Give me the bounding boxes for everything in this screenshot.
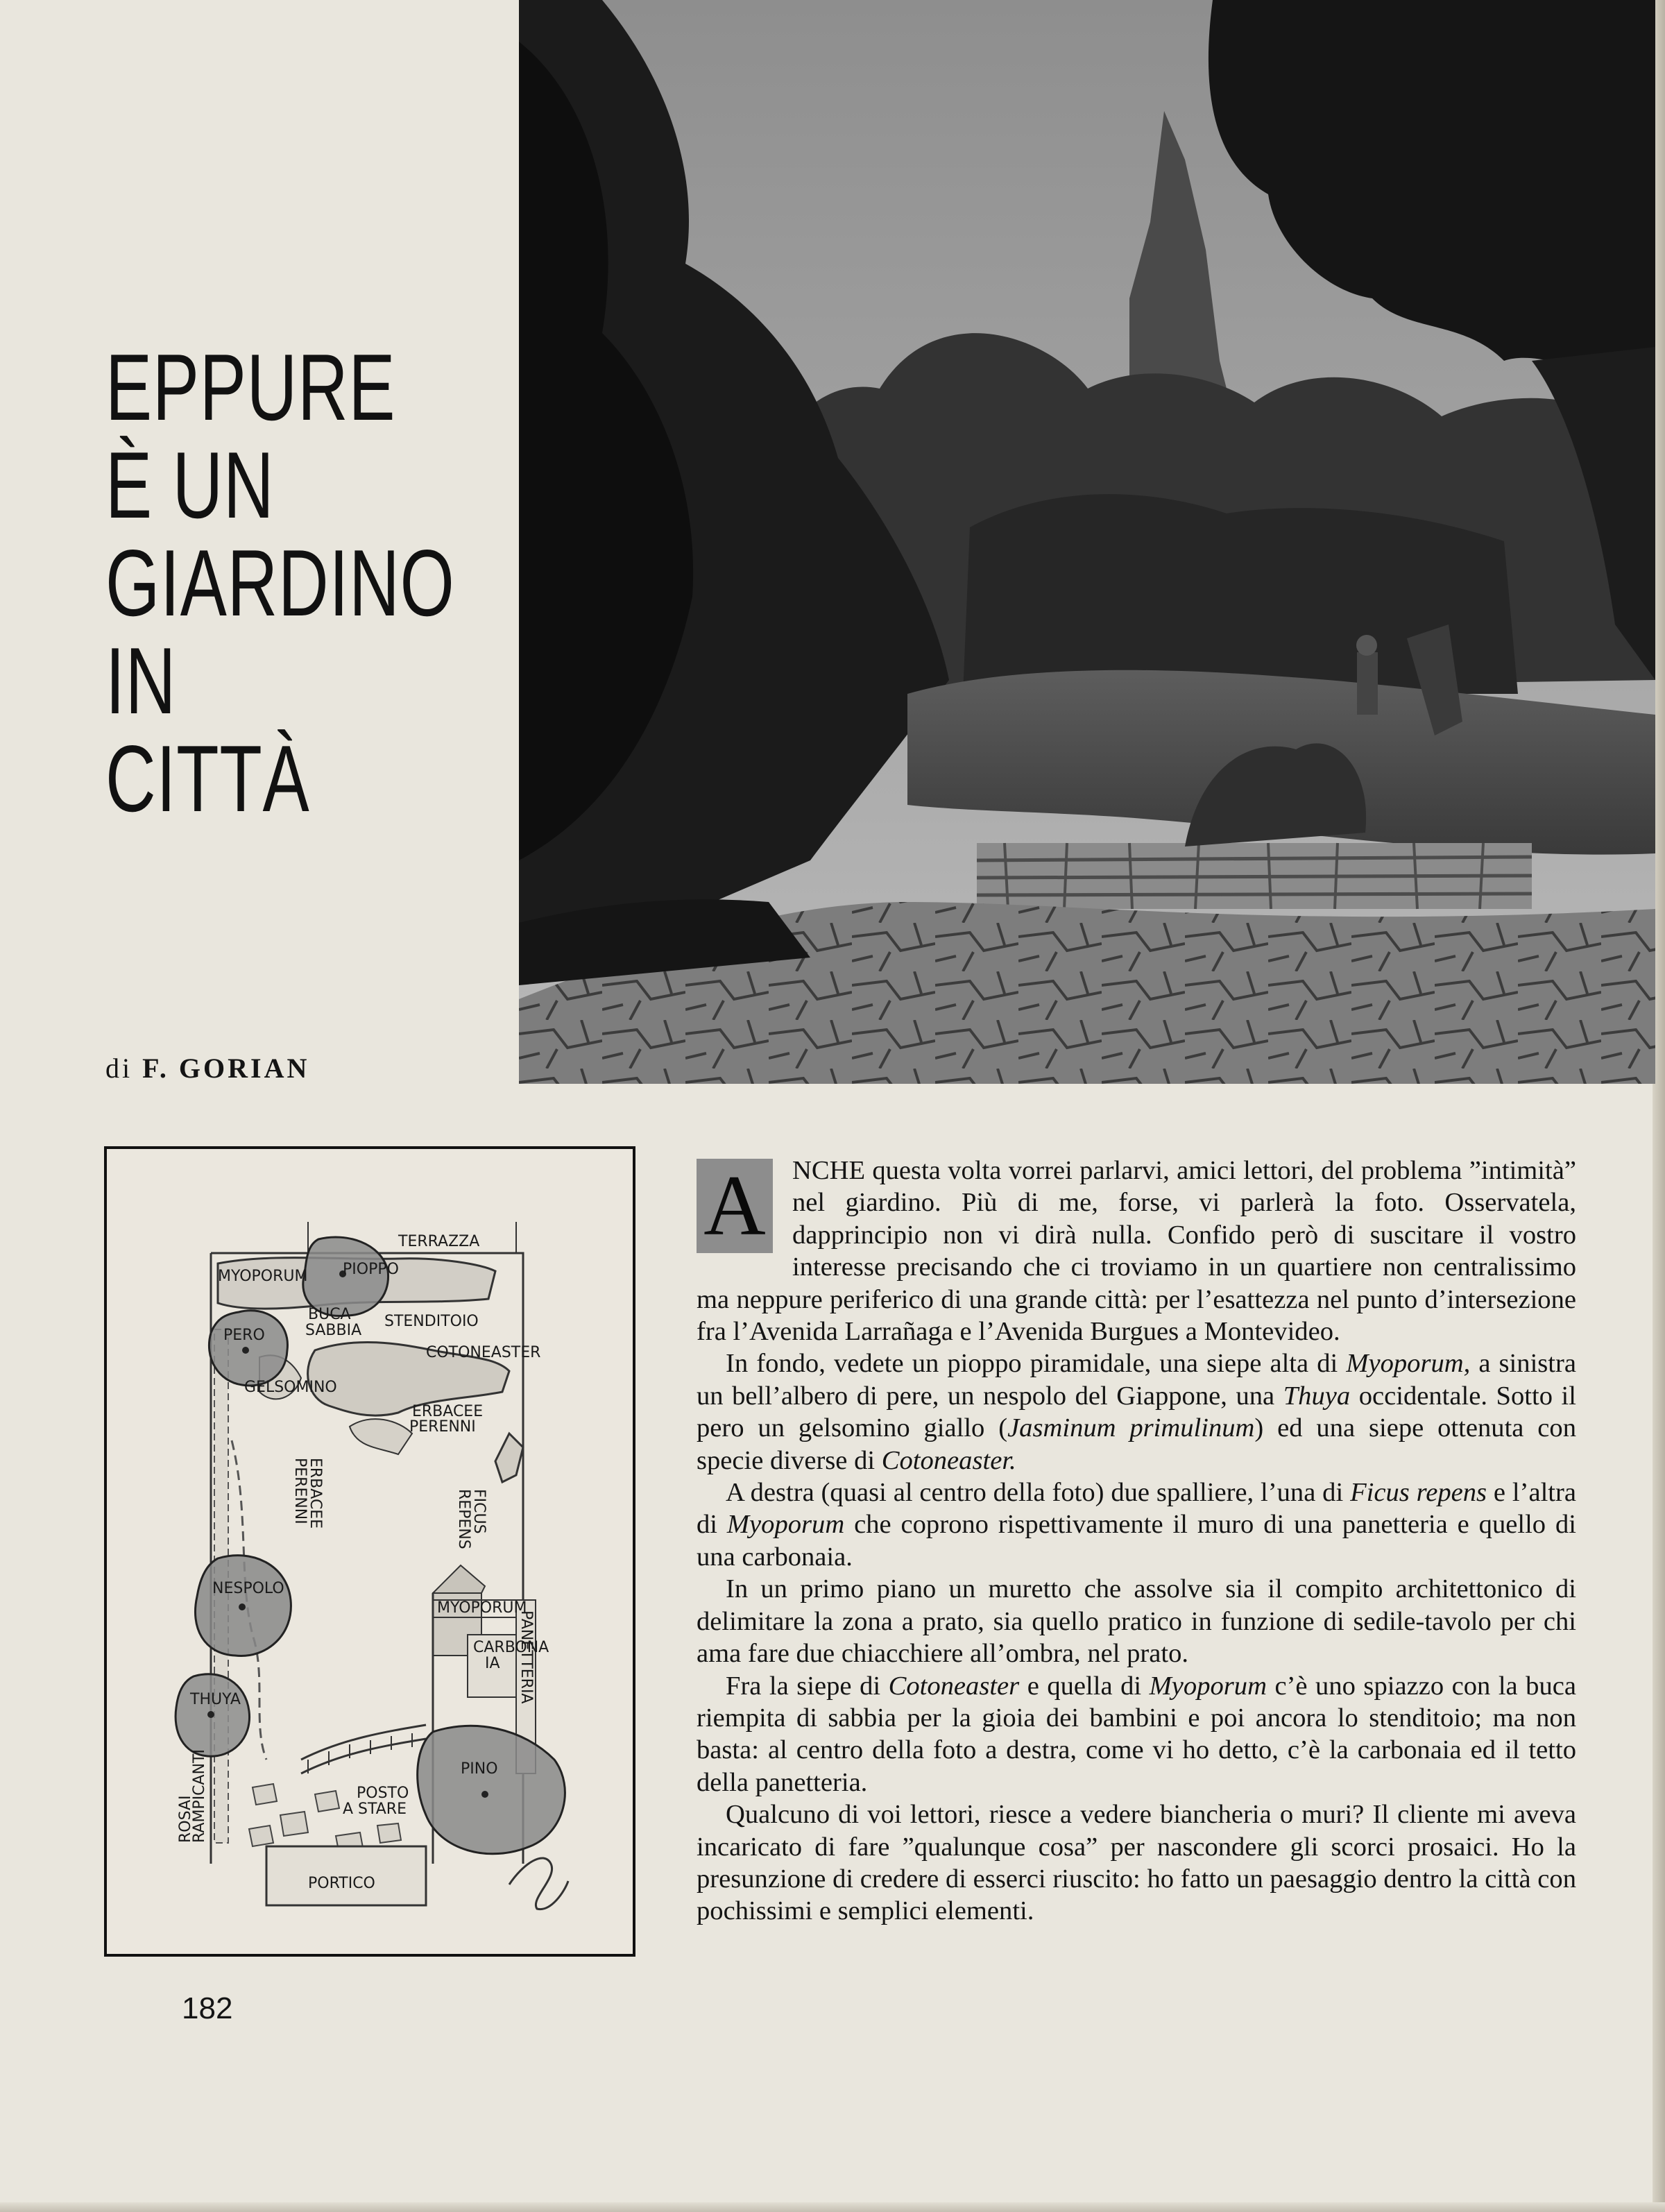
plan-label: BUCA [308, 1306, 351, 1323]
plan-label: ERBACEE [307, 1458, 324, 1529]
italic-term: Cotoneaster [888, 1671, 1020, 1701]
plan-label: A STARE [343, 1801, 407, 1818]
page-bottom-edge [0, 2202, 1665, 2212]
article-paragraph [697, 1573, 1576, 1669]
italic-term: Cotoneaster. [881, 1445, 1016, 1475]
plan-label: PORTICO [308, 1875, 375, 1892]
text-run: In un primo piano un muretto che assolve sia il compito architettonico di delimitare la zona a prato, sia quello pratico in funzione di sedile-tavolo per chi ama fare due chiacchiere all’ombra, nel prato. [697, 1574, 1576, 1669]
text-run: c’è uno spiazzo con la buca riempita di sabbia per la gioia dei bambini e poi ancora lo stenditoio; ma non basta: al centro della foto a destra, come vi ho detto, c’è la carbonaia ed il tetto della panetteria. [697, 1671, 1577, 1797]
article-paragraph [697, 1798, 1576, 1928]
byline [105, 1052, 309, 1084]
byline-prefix: di [105, 1053, 133, 1084]
plan-label: PERO [223, 1327, 265, 1344]
title-line: EPPURE [105, 334, 396, 440]
text-run: NCHE questa volta vorrei parlarvi, amici lettori, del problema ”intimità” nel giardino. Più di me, forse, vi parlerà la foto. Osservatela, dapprincipio non vi dirà nulla. Confido però di suscitare il vostro interesse precisando che ci troviamo in un quartiere non centralissimo ma neppure periferico di una grande città: per l’esattezza nel punto d’intersezione fra l’Avenida Larrañaga e l’Avenida Burgues a Montevideo. [697, 1156, 1576, 1347]
text-run: che coprono rispettivamente il muro di una panetteria e quello di una carbonaia. [697, 1510, 1576, 1572]
plan-label: PINO [461, 1760, 498, 1778]
title-line: GIARDINO [105, 530, 455, 636]
article-title [105, 334, 455, 831]
plan-label: FICUS [470, 1489, 488, 1534]
plan-label: PIOPPO [343, 1261, 399, 1278]
plan-label: COTONEASTER [426, 1344, 541, 1361]
plan-label: STENDITOIO [384, 1313, 479, 1330]
italic-term: Jasminum primulinum [1007, 1413, 1255, 1443]
text-run: a sinistra un bell’albero di pere, un nespolo del Giappone, una [697, 1349, 1576, 1411]
plan-label: TERRAZZA [398, 1233, 480, 1250]
plan-label: MYOPORUM [437, 1599, 527, 1617]
title-line: IN [105, 628, 177, 733]
text-run: e quella di [1019, 1671, 1150, 1701]
byline-author: F. GORIAN [142, 1053, 310, 1084]
garden-photo [519, 0, 1655, 1084]
plan-label: GELSOMINO [244, 1379, 337, 1396]
plan-label: POSTO [357, 1785, 409, 1802]
title-line: È UN [105, 432, 275, 538]
plan-label: ERBACEE [412, 1403, 484, 1420]
plan-label: PANETTERIA [518, 1610, 535, 1704]
text-run: Fra la siepe di [726, 1671, 889, 1701]
text-run: occidentale. Sotto il pero un gelsomino giallo ( [697, 1381, 1576, 1443]
italic-term: Myoporum, [1346, 1349, 1471, 1379]
article-paragraph [697, 1670, 1576, 1799]
text-run: e l’altra di [697, 1478, 1576, 1540]
plan-label: NESPOLO [212, 1580, 284, 1597]
article-body [697, 1155, 1576, 1928]
text-run: In fondo, vedete un pioppo piramidale, una siepe alta di [726, 1349, 1347, 1379]
text-run: Qualcuno di voi lettori, riesce a vedere biancheria o muri? Il cliente mi aveva incaricato di fare ”qualunque cosa” per nascondere gli scorci prosaici. Ho la presunzione di credere di esserci riuscito: ho fatto un paesaggio dentro la città con pochissimi e semplici elementi. [697, 1800, 1576, 1926]
plan-label: MYOPORUM [218, 1268, 308, 1285]
title-line: CITTÀ [105, 726, 310, 831]
plan-label: REPENS [455, 1489, 472, 1549]
plan-label: SABBIA [305, 1322, 362, 1339]
drop-cap: A [697, 1159, 773, 1253]
text-run: A destra (quasi al centro della foto) due spalliere, l’una di [726, 1478, 1351, 1508]
plan-label: PERENNI [409, 1418, 476, 1436]
plan-label: PERENNI [291, 1458, 309, 1524]
page-number: 182 [182, 1991, 233, 2025]
plan-label: ROSAI [177, 1795, 194, 1843]
garden-plan [104, 1146, 635, 1957]
plan-label: THUYA [190, 1691, 241, 1708]
italic-term: Thuya [1283, 1381, 1351, 1411]
article-paragraph [697, 1477, 1576, 1573]
plan-label: IA [485, 1655, 500, 1672]
italic-term: Myoporum [1149, 1671, 1267, 1701]
article-paragraph [697, 1155, 1576, 1347]
plan-label: CARBONA [473, 1639, 549, 1656]
text-run: ) ed una siepe ottenuta con specie diverse di [697, 1413, 1576, 1475]
italic-term: Myoporum [726, 1510, 845, 1540]
article-paragraph [697, 1347, 1576, 1477]
italic-term: Ficus repens [1350, 1478, 1487, 1508]
plan-label: RAMPICANTI [191, 1749, 208, 1843]
